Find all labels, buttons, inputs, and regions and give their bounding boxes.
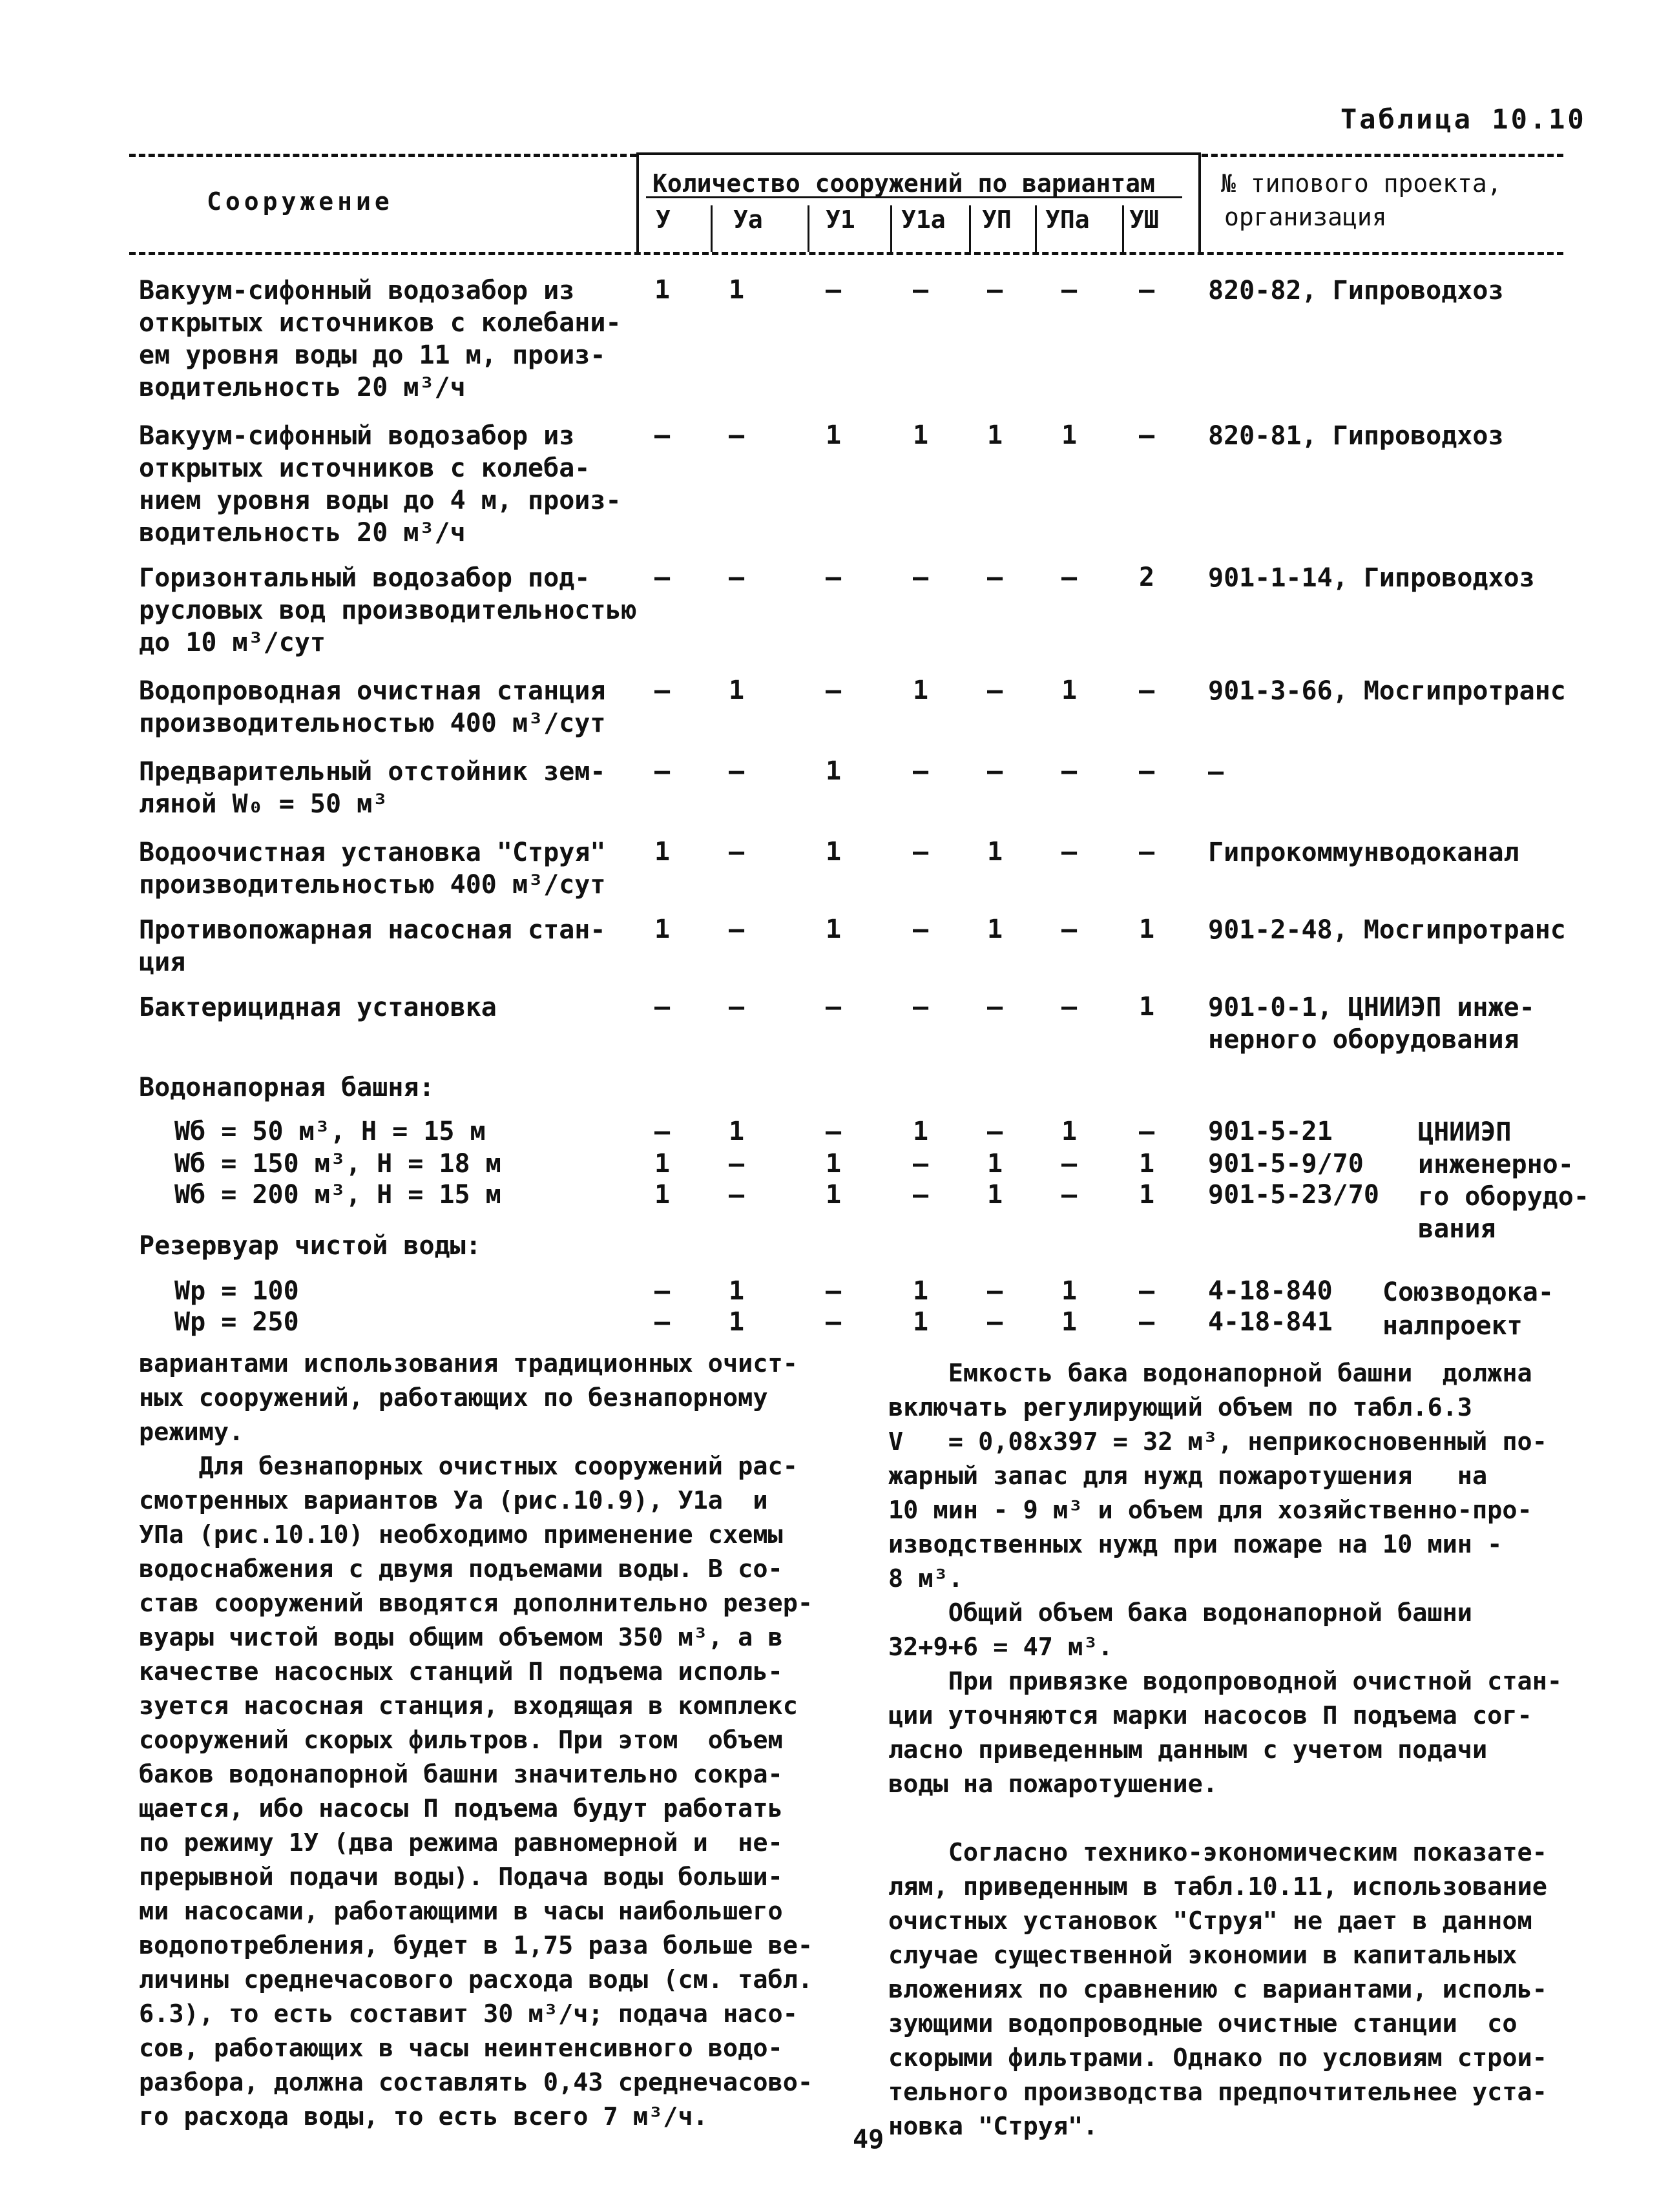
- text-line: прерывной подачи воды). Подача воды больши-: [139, 1863, 783, 1892]
- project-line: 901-0-1, ЦНИИЭП инже-: [1208, 993, 1535, 1022]
- tower-item-quantity: –: [1061, 1149, 1078, 1179]
- header-structure: Сооружение: [207, 187, 393, 216]
- table-row-project: [1208, 991, 1535, 1056]
- table-cell-quantity: 1: [825, 756, 842, 786]
- table-cell-quantity: –: [1138, 420, 1155, 450]
- text-line: разбора, должна составлять 0,43 среднечасово-: [139, 2068, 813, 2097]
- table-cell-quantity: 1: [825, 420, 842, 450]
- text-line: баков водонапорной башни значительно сокра-: [139, 1760, 783, 1789]
- text-line: личины среднечасового расхода воды (см. табл.: [139, 1965, 813, 1994]
- reservoir-org-line: Союзводока-: [1382, 1277, 1554, 1307]
- text-line: изводственных нужд при пожаре на 10 мин -: [888, 1530, 1503, 1559]
- table-cell-quantity: 2: [1138, 563, 1155, 592]
- tower-item-quantity: 1: [825, 1149, 842, 1179]
- text-line: ных сооружений, работающих по безнапорному: [139, 1383, 768, 1412]
- table-row-project: [1208, 836, 1519, 869]
- structure-line: Водоочистная установка "Струя": [139, 838, 606, 867]
- table-row-project: [1208, 675, 1566, 707]
- header-top-rule-left: [129, 154, 636, 157]
- table-cell-quantity: 1: [986, 420, 1003, 450]
- text-line: смотренных вариантов Уа (рис.10.9), У1а и: [139, 1486, 768, 1515]
- reservoir-item-quantity: 1: [912, 1307, 929, 1337]
- table-row-structure: [139, 274, 630, 404]
- table-cell-quantity: –: [1138, 756, 1155, 786]
- table-cell-quantity: 1: [986, 837, 1003, 867]
- column-divider: [711, 205, 713, 252]
- text-line: зующими водопроводные очистные станции со: [888, 2009, 1517, 2038]
- text-line: тельного производства предпочтительнее уста-: [888, 2078, 1547, 2107]
- table-cell-quantity: 1: [912, 420, 929, 450]
- text-line: сооружений скорых фильтров. При этом объем: [139, 1726, 783, 1755]
- table-cell-quantity: 1: [1138, 992, 1155, 1022]
- text-line: Для безнапорных очистных сооружений рас-: [139, 1452, 798, 1481]
- reservoir-org-line: налпроект: [1382, 1311, 1523, 1341]
- structure-line: Вакуум-сифонный водозабор из: [139, 421, 575, 451]
- page-number: 49: [853, 2125, 884, 2155]
- column-divider: [1122, 205, 1124, 252]
- text-line: жарный запас для нужд пожаротушения на: [888, 1462, 1488, 1491]
- text-line: ции уточняются марки насосов П подъема сог-: [888, 1701, 1532, 1730]
- text-line: став сооружений вводятся дополнительно резер-: [139, 1589, 813, 1618]
- tower-org-line: ЦНИИЭП: [1418, 1117, 1512, 1147]
- header-variant-ua: Уа: [733, 205, 763, 234]
- table-row-structure: [139, 675, 630, 739]
- table-caption: Таблица 10.10: [1340, 103, 1587, 135]
- text-line: При привязке водопроводной очистной стан-: [888, 1667, 1563, 1696]
- table-cell-quantity: 1: [728, 676, 745, 705]
- tower-item-quantity: –: [728, 1180, 745, 1210]
- structure-line: ляной W₀ = 50 м³: [139, 789, 388, 819]
- tower-item-quantity: –: [912, 1149, 929, 1179]
- text-line: очистных установок "Струя" не дает в данном: [888, 1907, 1532, 1936]
- tower-org: [1418, 1116, 1589, 1245]
- column-divider: [1035, 205, 1037, 252]
- table-cell-quantity: –: [654, 992, 671, 1022]
- table-cell-quantity: –: [1061, 275, 1078, 305]
- structure-line: Горизонтальный водозабор под-: [139, 563, 590, 593]
- tower-item-quantity: –: [654, 1117, 671, 1146]
- project-line: –: [1208, 757, 1224, 787]
- reservoir-item-quantity: –: [825, 1307, 842, 1337]
- text-line: воды на пожаротушение.: [888, 1770, 1218, 1799]
- text-line: УПа (рис.10.10) необходимо применение схемы: [139, 1520, 783, 1549]
- header-quantity-group: Количество сооружений по вариантам: [652, 169, 1155, 198]
- table-cell-quantity: 1: [825, 837, 842, 867]
- project-line: 901-1-14, Гипроводхоз: [1208, 563, 1535, 593]
- header-separator: [636, 152, 639, 254]
- reservoir-item-quantity: –: [654, 1307, 671, 1337]
- header-variant-u1a: У1а: [901, 205, 946, 234]
- table-cell-quantity: –: [654, 563, 671, 592]
- structure-line: открытых источников с колеба-: [139, 453, 590, 483]
- table-cell-quantity: –: [1138, 837, 1155, 867]
- text-line: случае существенной экономии в капитальных: [888, 1941, 1517, 1970]
- text-line: новка "Струя".: [888, 2112, 1098, 2141]
- table-cell-quantity: –: [986, 275, 1003, 305]
- tower-item-quantity: 1: [654, 1180, 671, 1210]
- table-row-structure: [139, 991, 630, 1024]
- tower-item-quantity: 1: [986, 1180, 1003, 1210]
- header-top-rule-mid: [638, 152, 1200, 155]
- reservoir-item-label: Wр = 100: [174, 1276, 299, 1306]
- text-line: сов, работающих в часы неинтенсивного водо-: [139, 2034, 783, 2063]
- reservoir-item-quantity: –: [1138, 1307, 1155, 1337]
- tower-item-quantity: 1: [825, 1180, 842, 1210]
- table-row-project: [1208, 562, 1535, 594]
- structure-line: Предварительный отстойник зем-: [139, 757, 606, 787]
- table-row-structure: [139, 756, 630, 820]
- reservoir-item-quantity: –: [1138, 1276, 1155, 1306]
- table-cell-quantity: –: [728, 420, 745, 450]
- reservoir-item-label: Wр = 250: [174, 1307, 299, 1337]
- tower-item-quantity: –: [912, 1180, 929, 1210]
- structure-line: до 10 м³/сут: [139, 628, 326, 657]
- tower-org-line: го оборудо-: [1418, 1182, 1589, 1212]
- reservoir-item-quantity: –: [825, 1276, 842, 1306]
- table-cell-quantity: –: [986, 756, 1003, 786]
- text-line: V = 0,08x397 = 32 м³, неприкосновенный по-: [888, 1427, 1547, 1456]
- text-line: 8 м³.: [888, 1564, 963, 1593]
- table-cell-quantity: 1: [654, 915, 671, 944]
- left-column-text: [139, 1347, 811, 2134]
- tower-title: Водонапорная башня:: [139, 1073, 435, 1102]
- tower-item-quantity: –: [1061, 1180, 1078, 1210]
- reservoir-org: [1382, 1276, 1554, 1343]
- structure-line: русловых вод производительностью: [139, 595, 637, 625]
- table-cell-quantity: –: [986, 563, 1003, 592]
- header-variant-upa: УПа: [1045, 205, 1090, 234]
- text-line: ласно приведенным данным с учетом подачи: [888, 1735, 1488, 1764]
- structure-line: ция: [139, 947, 186, 977]
- header-separator: [1198, 152, 1201, 254]
- table-cell-quantity: –: [1061, 756, 1078, 786]
- table-cell-quantity: –: [912, 563, 929, 592]
- reservoir-item-quantity: –: [986, 1307, 1003, 1337]
- table-cell-quantity: –: [1061, 915, 1078, 944]
- table-cell-quantity: –: [1138, 275, 1155, 305]
- text-line: 32+9+6 = 47 м³.: [888, 1633, 1113, 1662]
- text-line: качестве насосных станций П подъема исполь-: [139, 1657, 783, 1686]
- header-project-line1: № типового проекта,: [1221, 169, 1502, 198]
- reservoir-item-code: 4-18-841: [1208, 1307, 1333, 1337]
- header-variant-u: У: [656, 205, 671, 234]
- header-bottom-rule: [129, 252, 1563, 255]
- structure-line: ем уровня воды до 11 м, произ-: [139, 340, 606, 370]
- table-cell-quantity: 1: [986, 915, 1003, 944]
- project-line: 901-2-48, Мосгипротранс: [1208, 915, 1566, 945]
- table-cell-quantity: –: [1061, 563, 1078, 592]
- text-line: по режиму 1У (два режима равномерной и не-: [139, 1828, 783, 1857]
- right-column-text: [888, 1356, 1567, 2144]
- tower-item-quantity: 1: [912, 1117, 929, 1146]
- table-row-project: [1208, 756, 1224, 788]
- table-cell-quantity: –: [986, 992, 1003, 1022]
- table-cell-quantity: –: [1061, 837, 1078, 867]
- table-cell-quantity: –: [912, 992, 929, 1022]
- table-cell-quantity: 1: [654, 275, 671, 305]
- tower-org-line: инженерно-: [1418, 1150, 1574, 1179]
- table-cell-quantity: –: [825, 563, 842, 592]
- text-line: 10 мин - 9 м³ и объем для хозяйственно-про-: [888, 1496, 1532, 1525]
- structure-line: производительностью 400 м³/сут: [139, 708, 606, 738]
- tower-item-label: Wб = 50 м³, H = 15 м: [174, 1117, 486, 1146]
- column-divider: [808, 205, 809, 252]
- tower-item-quantity: –: [728, 1149, 745, 1179]
- table-cell-quantity: –: [728, 756, 745, 786]
- reservoir-item-quantity: –: [986, 1276, 1003, 1306]
- table-cell-quantity: 1: [912, 676, 929, 705]
- table-cell-quantity: 1: [825, 915, 842, 944]
- header-variant-ush: УШ: [1129, 205, 1159, 234]
- project-line: 901-3-66, Мосгипротранс: [1208, 676, 1566, 706]
- text-line: Общий объем бака водонапорной башни: [888, 1598, 1472, 1628]
- table-cell-quantity: –: [912, 915, 929, 944]
- table-cell-quantity: –: [825, 275, 842, 305]
- table-cell-quantity: 1: [728, 275, 745, 305]
- tower-item-code: 901-5-21: [1208, 1117, 1333, 1146]
- text-line: включать регулирующий объем по табл.6.3: [888, 1393, 1472, 1422]
- project-line: нерного оборудования: [1208, 1025, 1519, 1055]
- reservoir-item-quantity: 1: [1061, 1307, 1078, 1337]
- tower-item-code: 901-5-23/70: [1208, 1180, 1379, 1210]
- table-cell-quantity: –: [728, 563, 745, 592]
- header-top-rule-right: [1202, 154, 1563, 157]
- text-line: Емкость бака водонапорной башни должна: [888, 1359, 1532, 1388]
- table-cell-quantity: –: [825, 992, 842, 1022]
- tower-item-label: Wб = 150 м³, H = 18 м: [174, 1149, 501, 1179]
- table-cell-quantity: –: [912, 756, 929, 786]
- reservoir-item-quantity: 1: [728, 1307, 745, 1337]
- text-line: вариантами использования традиционных очист-: [139, 1349, 798, 1378]
- project-line: 820-82, Гипроводхоз: [1208, 276, 1504, 305]
- reservoir-item-quantity: 1: [1061, 1276, 1078, 1306]
- header-project-line2: организация: [1224, 203, 1387, 231]
- reservoir-item-quantity: –: [654, 1276, 671, 1306]
- reservoir-item-quantity: 1: [728, 1276, 745, 1306]
- table-cell-quantity: –: [1138, 676, 1155, 705]
- text-line: лям, приведенным в табл.10.11, использование: [888, 1872, 1547, 1901]
- reservoir-item-quantity: 1: [912, 1276, 929, 1306]
- table-cell-quantity: 1: [1138, 915, 1155, 944]
- table-cell-quantity: –: [728, 915, 745, 944]
- table-cell-quantity: –: [654, 420, 671, 450]
- text-line: режиму.: [139, 1418, 244, 1447]
- tower-item-quantity: –: [825, 1117, 842, 1146]
- structure-line: Противопожарная насосная стан-: [139, 915, 606, 945]
- column-divider: [969, 205, 971, 252]
- table-cell-quantity: –: [654, 676, 671, 705]
- structure-line: Вакуум-сифонный водозабор из: [139, 276, 575, 305]
- header-variant-up: УП: [982, 205, 1012, 234]
- table-row-project: [1208, 274, 1504, 307]
- table-cell-quantity: –: [825, 676, 842, 705]
- tower-item-quantity: 1: [1138, 1180, 1155, 1210]
- tower-item-label: Wб = 200 м³, H = 15 м: [174, 1180, 501, 1210]
- structure-line: нием уровня воды до 4 м, произ-: [139, 486, 621, 515]
- table-cell-quantity: –: [912, 275, 929, 305]
- tower-item-quantity: –: [986, 1117, 1003, 1146]
- tower-item-code: 901-5-9/70: [1208, 1149, 1364, 1179]
- text-line: водопотребления, будет в 1,75 раза больше ве-: [139, 1931, 813, 1960]
- table-row-structure: [139, 836, 630, 901]
- table-row-project: [1208, 420, 1504, 452]
- text-line: водоснабжения с двумя подъемами воды. В со-: [139, 1555, 783, 1584]
- structure-line: открытых источников с колебани-: [139, 308, 621, 338]
- table-cell-quantity: 1: [654, 837, 671, 867]
- table-cell-quantity: –: [728, 992, 745, 1022]
- text-line: вложениях по сравнению с вариантами, исполь-: [888, 1975, 1547, 2004]
- structure-line: водительность 20 м³/ч: [139, 518, 466, 548]
- tower-org-line: вания: [1418, 1214, 1496, 1244]
- text-line: Согласно технико-экономическим показате-: [888, 1838, 1547, 1867]
- text-line: щается, ибо насосы П подъема будут работать: [139, 1794, 783, 1823]
- table-cell-quantity: 1: [1061, 420, 1078, 450]
- tower-item-quantity: 1: [728, 1117, 745, 1146]
- tower-item-quantity: 1: [986, 1149, 1003, 1179]
- structure-line: производительностью 400 м³/сут: [139, 870, 606, 900]
- table-row-structure: [139, 420, 630, 549]
- tower-item-quantity: 1: [654, 1149, 671, 1179]
- structure-line: водительность 20 м³/ч: [139, 373, 466, 402]
- text-line: ми насосами, работающими в часы наибольшего: [139, 1897, 783, 1926]
- table-cell-quantity: –: [1061, 992, 1078, 1022]
- text-line: го расхода воды, то есть всего 7 м³/ч.: [139, 2102, 708, 2131]
- text-line: вуары чистой воды общим объемом 350 м³, а в: [139, 1623, 783, 1652]
- text-line: 6.3), то есть составит 30 м³/ч; подача насо-: [139, 2000, 798, 2029]
- reservoir-title: Резервуар чистой воды:: [139, 1231, 481, 1261]
- structure-line: Водопроводная очистная станция: [139, 676, 606, 706]
- header-variant-u1: У1: [826, 205, 855, 234]
- text-line: скорыми фильтрами. Однако по условиям строи-: [888, 2043, 1547, 2072]
- project-line: Гипрокоммунводоканал: [1208, 838, 1519, 867]
- project-line: 820-81, Гипроводхоз: [1208, 421, 1504, 451]
- text-line: зуется насосная станция, входящая в комплекс: [139, 1691, 798, 1721]
- table-row-structure: [139, 914, 630, 978]
- tower-item-quantity: 1: [1138, 1149, 1155, 1179]
- tower-item-quantity: 1: [1061, 1117, 1078, 1146]
- structure-line: Бактерицидная установка: [139, 993, 497, 1022]
- table-cell-quantity: –: [986, 676, 1003, 705]
- table-cell-quantity: 1: [1061, 676, 1078, 705]
- table-cell-quantity: –: [912, 837, 929, 867]
- table-row-project: [1208, 914, 1566, 946]
- table-cell-quantity: –: [654, 756, 671, 786]
- tower-item-quantity: –: [1138, 1117, 1155, 1146]
- table-cell-quantity: –: [728, 837, 745, 867]
- reservoir-item-code: 4-18-840: [1208, 1276, 1333, 1306]
- column-divider: [890, 205, 892, 252]
- text-line: [888, 1801, 1567, 1835]
- table-row-structure: [139, 562, 637, 659]
